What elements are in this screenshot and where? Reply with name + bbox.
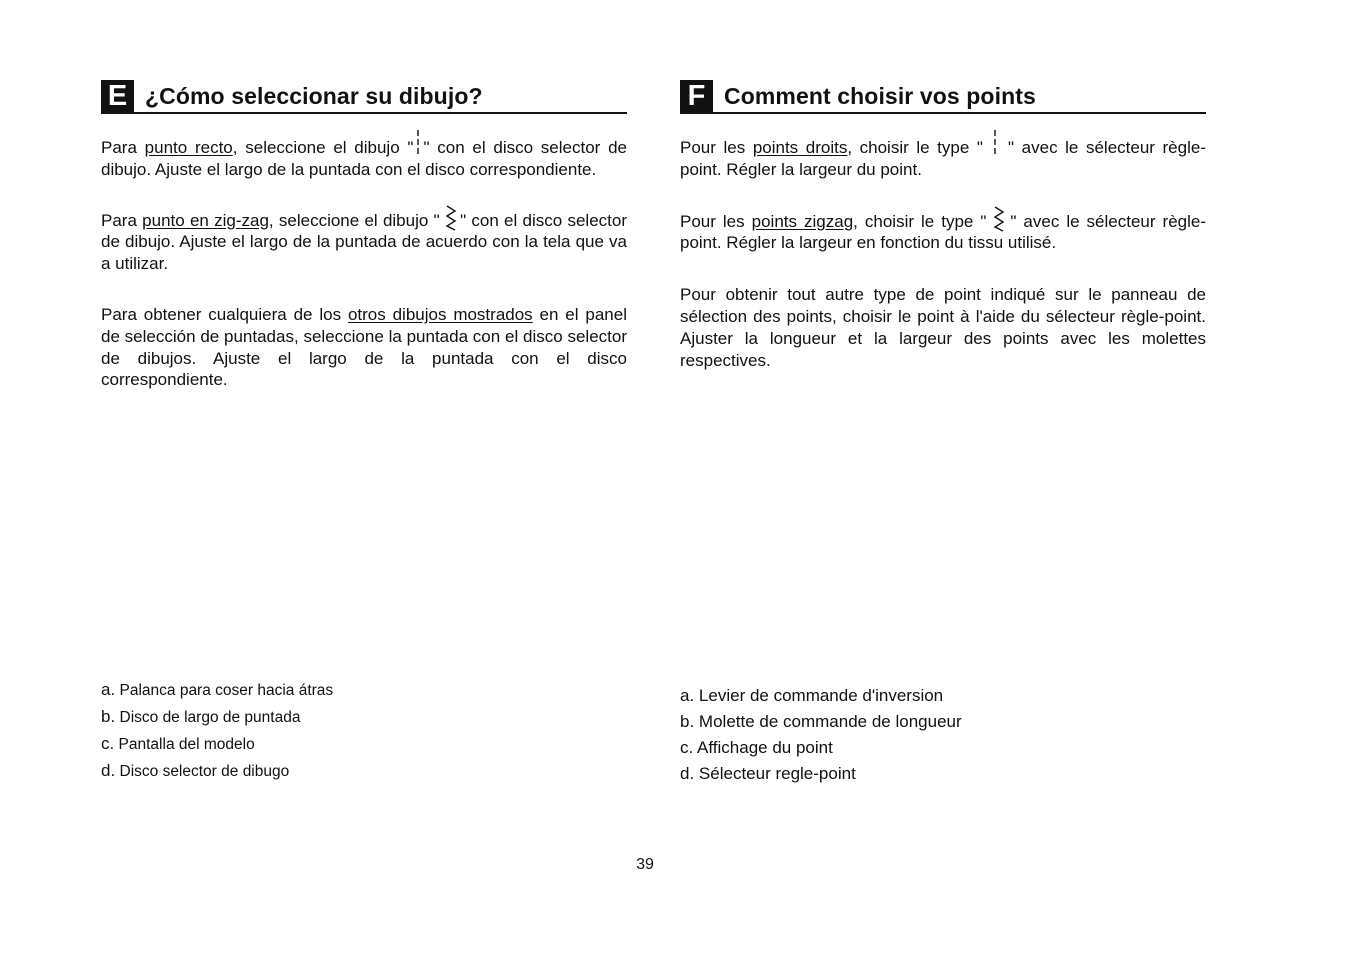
section-title: Comment choisir vos points (724, 82, 1036, 109)
legend-item (680, 761, 962, 787)
legend-text: Disco selector de dibugo (119, 763, 290, 780)
paragraph-straight-stitch (101, 137, 627, 181)
text-run: Pour les (680, 138, 753, 157)
french-section (680, 79, 1206, 783)
legend-item (101, 704, 333, 731)
text-run: " avec le sélecteur règle-point. Régler la largeur du point. (680, 138, 1206, 179)
legend-item (680, 709, 962, 735)
underlined-term: points zigzag (751, 211, 854, 231)
language-badge-e: E (101, 80, 134, 113)
straight-stitch-icon (413, 143, 423, 153)
text-run: " con el disco selector de dibujo. Ajuste el largo de la puntada de acuerdo con la tela que va a utilizar. (101, 210, 627, 274)
section-title: ¿Cómo seleccionar su dibujo? (145, 82, 483, 109)
legend-text: Molette de commande de longueur (698, 712, 962, 731)
text-run: , seleccione el dibujo " (232, 138, 414, 157)
text-run: " con el disco selector de dibujo. Ajuste el largo de la puntada con el disco correspondiente. (101, 138, 627, 179)
legend-text: Levier de commande d'inversion (698, 686, 944, 705)
underlined-term: punto recto (144, 138, 233, 157)
legend-item (680, 683, 962, 709)
underlined-term: points droits (752, 138, 848, 157)
legend-text: Affichage du point (697, 738, 833, 757)
legend-letter: b. (680, 712, 695, 731)
legend-letter: d. (101, 761, 116, 780)
page-number: 39 (636, 856, 654, 873)
section-header (680, 80, 1206, 114)
language-badge-f: F (680, 80, 713, 113)
legend-letter: c. (101, 734, 115, 753)
legend-letter: b. (101, 707, 116, 726)
straight-stitch-icon (990, 143, 1000, 153)
paragraph-other-stitches (680, 284, 1206, 371)
paragraph-zigzag-stitch (680, 211, 1206, 255)
text-run: Pour les (680, 211, 752, 231)
zigzag-stitch-icon (993, 217, 1003, 227)
spanish-section (101, 79, 627, 780)
legend-item (680, 735, 962, 761)
text-run: , choisir le type " (853, 211, 994, 231)
legend-item (101, 677, 333, 704)
legend-text: Pantalla del modelo (118, 736, 255, 753)
underlined-term: punto en zig-zag (142, 210, 269, 230)
legend-text: Disco de largo de puntada (119, 709, 301, 726)
legend-letter: a. (101, 680, 116, 699)
legend-text: Palanca para coser hacia átras (119, 682, 334, 699)
underlined-term: otros dibujos mostrados (347, 304, 533, 324)
legend-letter: c. (680, 738, 694, 757)
legend-item (101, 758, 333, 785)
text-run: , choisir le type " (847, 138, 991, 157)
legend-letter: d. (680, 764, 695, 783)
zigzag-stitch-icon (445, 216, 455, 226)
text-run: " avec le sélecteur règle-point. Régler la largeur en fonction du tissu utilisé. (680, 211, 1206, 253)
legend-item (101, 731, 333, 758)
text-run: en el panel de selección de puntadas, seleccione la puntada con el disco selector de dibujos. Ajuste el largo de la puntada con el disco correspondiente. (101, 304, 627, 390)
text-run: Pour obtenir tout autre type de point indiqué sur le panneau de sélection des points, choisir le point à l'aide du sélecteur règle-point. Ajuster la longueur et la largeur des points avec les molettes respectives. (680, 285, 1206, 370)
paragraph-zigzag-stitch (101, 210, 627, 275)
paragraph-straight-stitch (680, 137, 1206, 181)
text-run: , seleccione el dibujo " (268, 210, 445, 230)
text-run: Para (101, 138, 145, 157)
paragraph-other-stitches (101, 304, 627, 391)
text-run: Para obtener cualquiera de los (101, 304, 348, 324)
text-run: Para (101, 210, 143, 230)
section-header (101, 80, 627, 114)
parts-legend (101, 677, 333, 785)
legend-letter: a. (680, 686, 695, 705)
legend-text: Sélecteur regle-point (698, 764, 856, 783)
parts-legend (680, 683, 962, 787)
